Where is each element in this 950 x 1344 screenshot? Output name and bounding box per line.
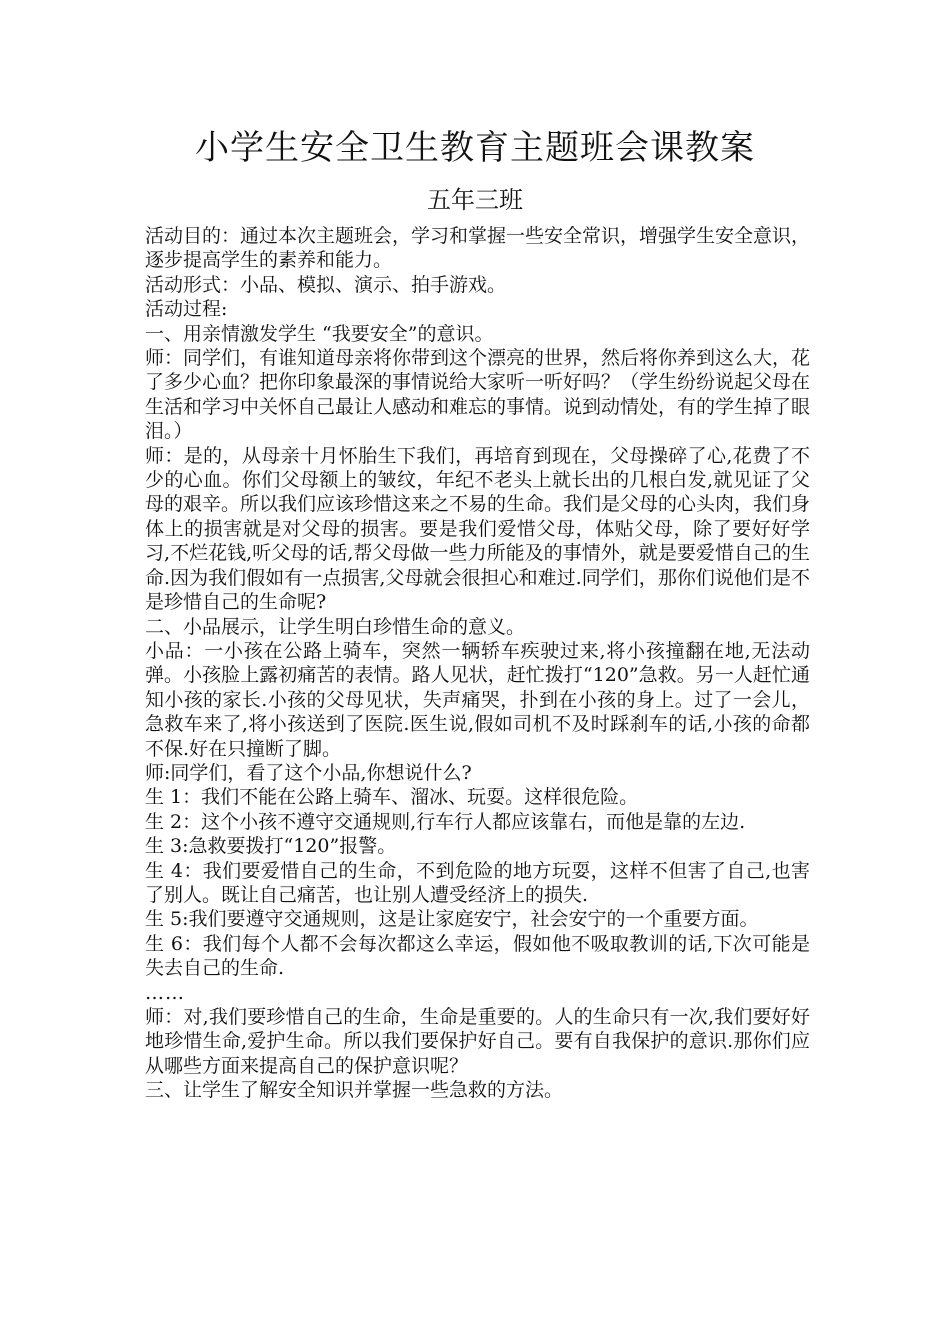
paragraph-teacher-4: 师：对,我们要珍惜自己的生命，生命是重要的。人的生命只有一次,我们要好好地珍惜生命,爱护生命。所以我们要保护好自己。要有自我保护的意识.那你们应从哪些方面来提高自己的保护意识呢？ xyxy=(145,1006,810,1077)
paragraph-activity-process: 活动过程: xyxy=(145,298,228,321)
paragraph-ellipsis: …… xyxy=(145,981,185,1004)
paragraph-student-1: 生 1：我们不能在公路上骑车、溜冰、玩耍。这样很危险。 xyxy=(145,786,639,809)
paragraph-activity-form: 活动形式：小品、模拟、演示、拍手游戏。 xyxy=(145,273,507,296)
document-subtitle: 五年三班 xyxy=(427,186,523,214)
section-heading-1: 一、用亲情激发学生 “我要安全”的意识。 xyxy=(145,322,494,345)
paragraph-student-6: 生 6：我们每个人都不会每次都这么幸运，假如他不吸取教训的话,下次可能是失去自己的生命. xyxy=(145,932,810,980)
paragraph-teacher-1: 师：同学们，有谁知道母亲将你带到这个漂亮的世界，然后将你养到这么大，花了多少心血？把你印象最深的事情说给大家听一听好吗？（学生纷纷说起父母在生活和学习中关怀自己最让人感动和难忘的事情。说到动情处，有的学生掉了眼泪。） xyxy=(145,347,811,443)
paragraph-teacher-3: 师:同学们，看了这个小品,你想说什么? xyxy=(145,761,472,784)
paragraph-skit: 小品：一小孩在公路上骑车，突然一辆轿车疾驶过来,将小孩撞翻在地,无法动弹。小孩脸上露初痛苦的表情。路人见状，赶忙拨打“120”急救。另一人赶忙通知小孩的家长.小孩的父母见状，失声痛哭，扑到在小孩的身上。过了一会儿，急救车来了,将小孩送到了医院.医生说,假如司机不及时踩刹车的话,小孩的命都不保.好在只撞断了脚。 xyxy=(145,639,810,760)
document-title: 小学生安全卫生教育主题班会课教案 xyxy=(195,128,755,168)
paragraph-activity-goal: 活动目的：通过本次主题班会，学习和掌握一些安全常识，增强学生安全意识，逐步提高学生的素养和能力。 xyxy=(145,225,811,272)
section-heading-2: 二、小品展示，让学生明白珍惜生命的意义。 xyxy=(145,615,526,638)
section-heading-3: 三、让学生了解安全知识并掌握一些急救的方法。 xyxy=(145,1079,564,1102)
paragraph-teacher-2: 师：是的，从母亲十月怀胎生下我们，再培育到现在，父母操碎了心,花费了不少的心血。你们父母额上的皱纹，年纪不老头上就长出的几根白发,就见证了父母的艰辛。所以我们应该珍惜这来之不易的生命。我们是父母的心头肉，我们身体上的损害就是对父母的损害。要是我们爱惜父母，体贴父母，除了要好好学习,不烂花钱,听父母的话,帮父母做一些力所能及的事情外，就是要爱惜自己的生命.因为我们假如有一点损害,父母就会很担心和难过.同学们，那你们说他们是不是珍惜自己的生命呢? xyxy=(145,444,811,614)
paragraph-student-2: 生 2：这个小孩不遵守交通规则,行车行人都应该靠右，而他是靠的左边. xyxy=(145,810,746,833)
paragraph-student-5: 生 5:我们要遵守交通规则，这是让家庭安宁，社会安宁的一个重要方面。 xyxy=(145,908,759,931)
paragraph-student-4: 生 4：我们要爱惜自己的生命，不到危险的地方玩耍，这样不但害了自己,也害了别人。既让自己痛苦，也让别人遭受经济上的损失. xyxy=(145,859,810,906)
paragraph-student-3: 生 3:急救要拨打“120”报警。 xyxy=(145,835,397,858)
document-body xyxy=(145,224,810,1103)
